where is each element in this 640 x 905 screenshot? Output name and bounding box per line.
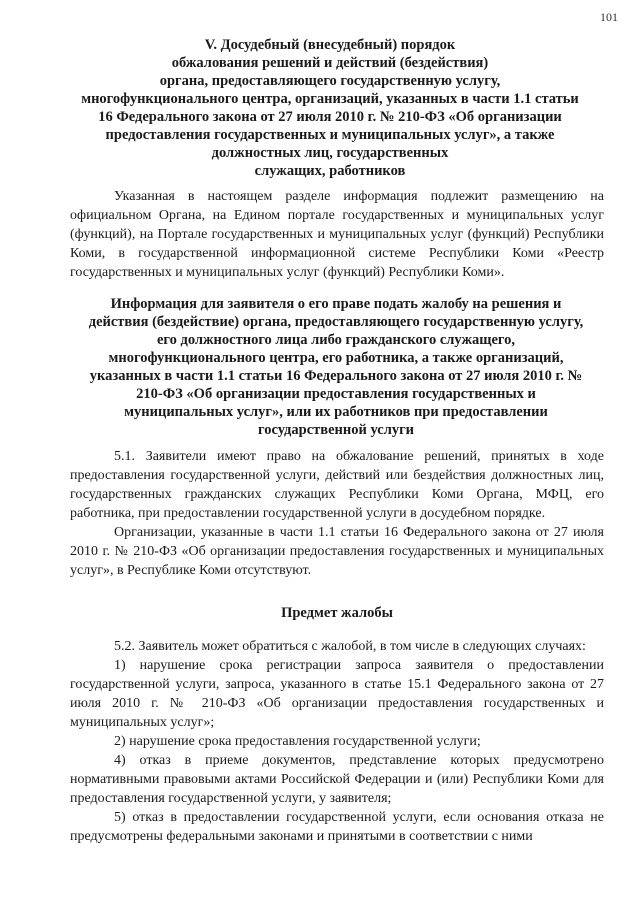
section-title-line: 16 Федерального закона от 27 июля 2010 г. № 210-ФЗ «Об организации — [98, 109, 562, 125]
paragraph-5-2: 5.2. Заявитель может обратиться с жалобой, в том числе в следующих случаях: — [114, 639, 586, 654]
section-title-line: должностных лиц, государственных — [211, 145, 449, 161]
info-heading-line: действия (бездействие) органа, предоставляющего государственную услугу, — [88, 314, 584, 330]
case-item: 2) нарушение срока предоставления государственной услуги; — [114, 734, 481, 749]
subject-heading: Предмет жалобы — [281, 605, 393, 621]
info-heading-line: муниципальных услуг», или их работников при предоставлении — [124, 404, 548, 420]
info-heading-line: государственной услуги — [257, 422, 415, 438]
case-item: 4) отказ в приеме документов, представление которых предусмотрено нормативными правовыми актами Российской Федерации и (или) Республики Коми для предоставления государственной услуги, у заявителя; — [70, 753, 604, 806]
info-heading-line: Информация для заявителя о его праве подать жалобу на решения и — [110, 296, 562, 312]
paragraph-5-1: 5.1. Заявители имеют право на обжалование решений, принятых в ходе предоставления государственной услуги, действий или бездействия должностных лиц, государственных гражданских служащих Республики Коми Органа, МФЦ, его работника, при предоставлении государственной услуги в досудебном порядке. — [70, 449, 604, 521]
info-heading-line: указанных в части 1.1 статьи 16 Федерального закона от 27 июля 2010 г. № — [89, 368, 583, 384]
section-title-line: служащих, работников — [254, 163, 406, 179]
section-title-line: многофункционального центра, организаций, указанных в части 1.1 статьи — [81, 91, 579, 107]
info-heading-line: многофункционального центра, его работника, а также организаций, — [108, 350, 564, 366]
case-item: 1) нарушение срока регистрации запроса заявителя о предоставлении государственной услуги, запроса, указанного в статье 15.1 Федерального закона от 27 июля 2010 г. № 210-ФЗ «Об организации предоставления государственных и муниципальных услуг»; — [70, 658, 604, 730]
page-number: 101 — [600, 10, 618, 24]
paragraph-organizations: Организации, указанные в части 1.1 статьи 16 Федерального закона от 27 июля 2010 г. № 210-ФЗ «Об организации предоставления государственных и муниципальных услуг», в Республике Коми отсутствуют. — [70, 525, 604, 578]
info-heading-line: его должностного лица либо гражданского служащего, — [156, 332, 516, 348]
section-title-line: предоставления государственных и муниципальных услуг», а также — [105, 127, 555, 143]
section-title — [70, 36, 590, 180]
appeal-rights-section — [70, 447, 604, 580]
info-heading-line: 210-ФЗ «Об организации предоставления государственных и — [136, 386, 536, 402]
info-heading — [82, 295, 590, 439]
section-title-line: органа, предоставляющего государственную услугу, — [159, 73, 501, 89]
intro-paragraph: Указанная в настоящем разделе информация подлежит размещению на официальном Органа, на Едином портале государственных и муниципальных услуг (функций), на Портале государственных и муниципальных услуг (функций) Республики Коми, в государственной информационной системе Республики Коми «Реестр государственных и муниципальных услуг (функций) Республики Коми». — [70, 189, 604, 280]
section-title-line: обжалования решений и действий (бездействия) — [171, 55, 489, 71]
case-item: 5) отказ в предоставлении государственной услуги, если основания отказа не предусмотрены федеральными законами и принятыми в соответствии с ними — [70, 810, 604, 844]
section-title-line: V. Досудебный (внесудебный) порядок — [204, 37, 456, 53]
complaint-cases-section — [70, 637, 604, 846]
